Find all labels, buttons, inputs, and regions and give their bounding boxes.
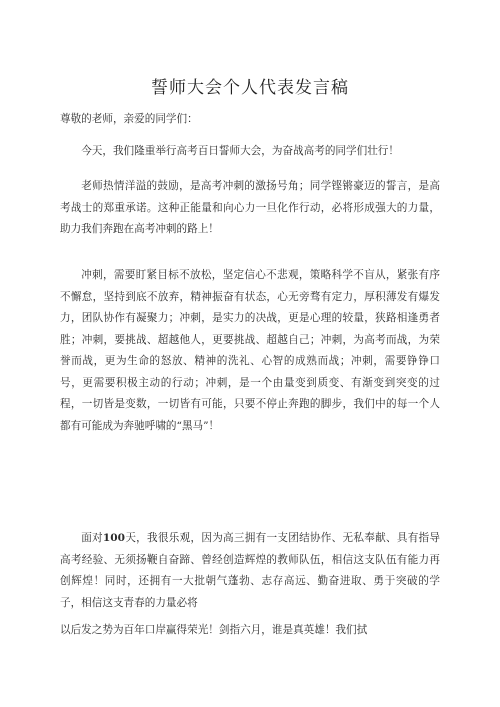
paragraph-4 <box>60 528 440 614</box>
paragraph-1: 今天，我们隆重举行高考百日誓师大会，为奋战高考的同学们壮行！ <box>81 145 399 157</box>
document-title: 誓师大会个人代表发言稿 <box>151 78 349 98</box>
paragraph-4-body: 天，我很乐观，因为高三拥有一支团结协作、无私奉献、具有指导高考经验、无须扬鞭自奋蹄、曾经创造辉煌的教师队伍，相信这支队伍有能力再创辉煌！同时，还拥有一大批朝气蓬勃、志存高远、勤奋进取、勇于突破的学子，相信这支青春的力量必将 <box>60 532 441 609</box>
days-count: 100 <box>102 532 126 544</box>
paragraph-3: 冲刺，需要盯紧目标不放松，坚定信心不悲观，策略科学不盲从，紧张有序不懈怠，坚持到底不放弃，精神振奋有状态，心无旁骛有定力，厚积薄发有爆发力，团队协作有凝聚力；冲刺，是实力的决战，更是心理的较量，狭路相逢勇者胜；冲刺，要挑战、超越他人，更要挑战、超越自己；冲刺，为高考而战，为荣誉而战，更为生命的怒放、精神的洗礼、心智的成熟而战；冲刺，需要铮铮口号，更需要积极主动的行动；冲刺，是一个由量变到质变、有渐变到突变的过程，一切皆是变数，一切皆有可能，只要不停止奔跑的脚步，我们中的每一个人都有可能成为奔驰呼啸的“黑马”！ <box>60 269 440 432</box>
paragraph-2: 老师热情洋溢的鼓励，是高考冲刺的激扬号角；同学铿锵豪迈的誓言，是高考战士的郑重承诺。这种正能量和向心力一旦化作行动，必将形成强大的力量，助力我们奔跑在高考冲刺的路上！ <box>60 180 440 235</box>
last-line: 以后发之势为百年口岸赢得荣光！剑指六月，谁是真英雄！我们拭 <box>60 624 368 636</box>
paragraph-4-prefix: 面对 <box>81 532 103 544</box>
salutation: 尊敬的老师，亲爱的同学们： <box>60 113 198 125</box>
